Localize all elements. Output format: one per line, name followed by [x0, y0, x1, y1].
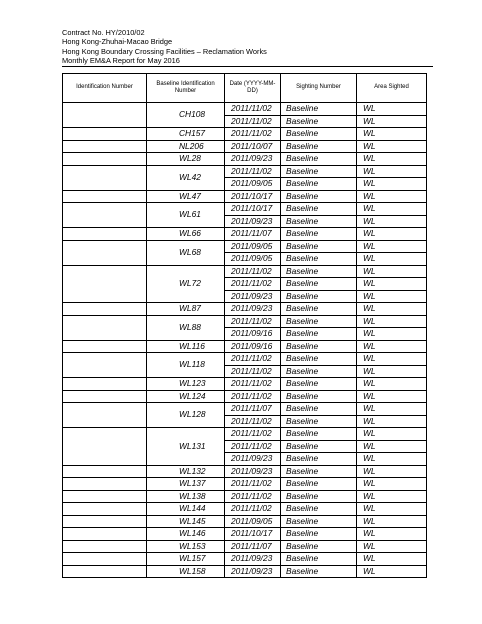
column-header: Date (YYYY-MM-DD) [225, 74, 281, 103]
date-cell: 2011/09/23 [225, 465, 281, 478]
identification-number-cell [63, 378, 147, 391]
sighting-number-cell: Baseline [281, 228, 357, 241]
area-sighted-cell: WL [357, 228, 427, 241]
date-cell: 2011/11/07 [225, 540, 281, 553]
area-sighted-cell: WL [357, 153, 427, 166]
table-row [63, 428, 427, 441]
identification-number-cell [63, 540, 147, 553]
identification-number-cell [63, 515, 147, 528]
area-sighted-cell: WL [357, 190, 427, 203]
sighting-number-cell: Baseline [281, 465, 357, 478]
sighting-number-cell: Baseline [281, 403, 357, 416]
baseline-id-cell: WL68 [147, 240, 225, 265]
date-cell: 2011/11/02 [225, 428, 281, 441]
baseline-id-cell: WL124 [147, 390, 225, 403]
table-row [63, 478, 427, 491]
sighting-number-cell: Baseline [281, 278, 357, 291]
area-sighted-cell: WL [357, 478, 427, 491]
sighting-number-cell: Baseline [281, 378, 357, 391]
baseline-id-cell: WL144 [147, 503, 225, 516]
sighting-number-cell: Baseline [281, 390, 357, 403]
date-cell: 2011/09/23 [225, 303, 281, 316]
sighting-number-cell: Baseline [281, 365, 357, 378]
sighting-number-cell: Baseline [281, 428, 357, 441]
identification-number-cell [63, 503, 147, 516]
identification-number-cell [63, 103, 147, 128]
sighting-number-cell: Baseline [281, 478, 357, 491]
identification-number-cell [63, 340, 147, 353]
date-cell: 2011/11/02 [225, 378, 281, 391]
date-cell: 2011/11/02 [225, 415, 281, 428]
identification-number-cell [63, 165, 147, 190]
table-row [63, 153, 427, 166]
baseline-id-cell: WL153 [147, 540, 225, 553]
table-row [63, 390, 427, 403]
sighting-number-cell: Baseline [281, 328, 357, 341]
date-cell: 2011/09/05 [225, 253, 281, 266]
table-row [63, 165, 427, 178]
identification-number-cell [63, 478, 147, 491]
area-sighted-cell: WL [357, 303, 427, 316]
works-title: Hong Kong Boundary Crossing Facilities – Reclamation Works [62, 46, 267, 56]
baseline-id-cell: WL66 [147, 228, 225, 241]
report-header [62, 28, 267, 66]
area-sighted-cell: WL [357, 403, 427, 416]
identification-number-cell [63, 490, 147, 503]
area-sighted-cell: WL [357, 278, 427, 291]
area-sighted-cell: WL [357, 553, 427, 566]
date-cell: 2011/10/07 [225, 140, 281, 153]
date-cell: 2011/10/17 [225, 528, 281, 541]
baseline-id-cell: WL131 [147, 428, 225, 466]
identification-number-cell [63, 353, 147, 378]
sighting-number-cell: Baseline [281, 265, 357, 278]
sighting-number-cell: Baseline [281, 440, 357, 453]
sighting-number-cell: Baseline [281, 315, 357, 328]
area-sighted-cell: WL [357, 253, 427, 266]
date-cell: 2011/10/17 [225, 190, 281, 203]
date-cell: 2011/09/05 [225, 178, 281, 191]
date-cell: 2011/11/02 [225, 390, 281, 403]
sighting-number-cell: Baseline [281, 565, 357, 578]
area-sighted-cell: WL [357, 540, 427, 553]
date-cell: 2011/11/07 [225, 403, 281, 416]
baseline-id-cell: WL137 [147, 478, 225, 491]
baseline-id-cell: WL116 [147, 340, 225, 353]
date-cell: 2011/11/02 [225, 165, 281, 178]
baseline-id-cell: WL87 [147, 303, 225, 316]
baseline-id-cell: WL132 [147, 465, 225, 478]
date-cell: 2011/11/02 [225, 103, 281, 116]
identification-number-cell [63, 428, 147, 466]
identification-number-cell [63, 228, 147, 241]
area-sighted-cell: WL [357, 528, 427, 541]
baseline-id-cell: WL72 [147, 265, 225, 303]
table-row [63, 340, 427, 353]
area-sighted-cell: WL [357, 503, 427, 516]
area-sighted-cell: WL [357, 353, 427, 366]
area-sighted-cell: WL [357, 490, 427, 503]
sighting-number-cell: Baseline [281, 215, 357, 228]
column-header: Area Sighted [357, 74, 427, 103]
sightings-table [62, 73, 427, 578]
area-sighted-cell: WL [357, 265, 427, 278]
date-cell: 2011/09/23 [225, 215, 281, 228]
date-cell: 2011/09/23 [225, 553, 281, 566]
baseline-id-cell: WL42 [147, 165, 225, 190]
area-sighted-cell: WL [357, 453, 427, 466]
baseline-id-cell: WL123 [147, 378, 225, 391]
table-row [63, 303, 427, 316]
date-cell: 2011/11/07 [225, 228, 281, 241]
date-cell: 2011/11/02 [225, 353, 281, 366]
sighting-number-cell: Baseline [281, 178, 357, 191]
table-row [63, 315, 427, 328]
sighting-number-cell: Baseline [281, 503, 357, 516]
baseline-id-cell: WL145 [147, 515, 225, 528]
identification-number-cell [63, 403, 147, 428]
identification-number-cell [63, 203, 147, 228]
date-cell: 2011/09/23 [225, 453, 281, 466]
area-sighted-cell: WL [357, 328, 427, 341]
date-cell: 2011/09/23 [225, 290, 281, 303]
date-cell: 2011/11/02 [225, 365, 281, 378]
sighting-number-cell: Baseline [281, 190, 357, 203]
identification-number-cell [63, 390, 147, 403]
date-cell: 2011/11/02 [225, 315, 281, 328]
sighting-number-cell: Baseline [281, 165, 357, 178]
sighting-number-cell: Baseline [281, 253, 357, 266]
table-row [63, 203, 427, 216]
sighting-number-cell: Baseline [281, 290, 357, 303]
table-row [63, 128, 427, 141]
area-sighted-cell: WL [357, 178, 427, 191]
area-sighted-cell: WL [357, 415, 427, 428]
baseline-id-cell: WL138 [147, 490, 225, 503]
table-row [63, 103, 427, 116]
table-row [63, 553, 427, 566]
date-cell: 2011/11/02 [225, 128, 281, 141]
table-row [63, 403, 427, 416]
sighting-number-cell: Baseline [281, 490, 357, 503]
area-sighted-cell: WL [357, 365, 427, 378]
baseline-id-cell: WL118 [147, 353, 225, 378]
sighting-number-cell: Baseline [281, 515, 357, 528]
sighting-number-cell: Baseline [281, 103, 357, 116]
date-cell: 2011/09/23 [225, 153, 281, 166]
table-row [63, 265, 427, 278]
project-name: Hong Kong-Zhuhai-Macao Bridge [62, 37, 173, 47]
table-row [63, 490, 427, 503]
contract-number: Contract No. HY/2010/02 [62, 28, 145, 37]
area-sighted-cell: WL [357, 240, 427, 253]
sighting-number-cell: Baseline [281, 240, 357, 253]
date-cell: 2011/09/05 [225, 515, 281, 528]
column-header: Identification Number [63, 74, 147, 103]
table-header-row [63, 74, 427, 103]
area-sighted-cell: WL [357, 315, 427, 328]
table-row [63, 228, 427, 241]
area-sighted-cell: WL [357, 340, 427, 353]
identification-number-cell [63, 553, 147, 566]
baseline-id-cell: CH157 [147, 128, 225, 141]
identification-number-cell [63, 240, 147, 265]
sighting-number-cell: Baseline [281, 540, 357, 553]
baseline-id-cell: WL157 [147, 553, 225, 566]
table-row [63, 528, 427, 541]
date-cell: 2011/11/02 [225, 478, 281, 491]
identification-number-cell [63, 140, 147, 153]
area-sighted-cell: WL [357, 140, 427, 153]
date-cell: 2011/11/02 [225, 278, 281, 291]
area-sighted-cell: WL [357, 465, 427, 478]
date-cell: 2011/11/02 [225, 265, 281, 278]
identification-number-cell [63, 315, 147, 340]
table-row [63, 140, 427, 153]
area-sighted-cell: WL [357, 515, 427, 528]
date-cell: 2011/09/16 [225, 340, 281, 353]
sighting-number-cell: Baseline [281, 453, 357, 466]
area-sighted-cell: WL [357, 428, 427, 441]
area-sighted-cell: WL [357, 215, 427, 228]
area-sighted-cell: WL [357, 390, 427, 403]
sighting-number-cell: Baseline [281, 140, 357, 153]
sighting-number-cell: Baseline [281, 553, 357, 566]
identification-number-cell [63, 565, 147, 578]
identification-number-cell [63, 190, 147, 203]
identification-number-cell [63, 153, 147, 166]
date-cell: 2011/11/02 [225, 440, 281, 453]
date-cell: 2011/11/02 [225, 503, 281, 516]
sighting-number-cell: Baseline [281, 528, 357, 541]
sighting-number-cell: Baseline [281, 303, 357, 316]
date-cell: 2011/09/05 [225, 240, 281, 253]
sighting-number-cell: Baseline [281, 203, 357, 216]
sighting-number-cell: Baseline [281, 340, 357, 353]
baseline-id-cell: WL88 [147, 315, 225, 340]
baseline-id-cell: WL47 [147, 190, 225, 203]
area-sighted-cell: WL [357, 565, 427, 578]
area-sighted-cell: WL [357, 165, 427, 178]
table-row [63, 465, 427, 478]
table-row [63, 353, 427, 366]
baseline-id-cell: WL61 [147, 203, 225, 228]
baseline-id-cell: NL206 [147, 140, 225, 153]
identification-number-cell [63, 528, 147, 541]
identification-number-cell [63, 303, 147, 316]
sighting-number-cell: Baseline [281, 128, 357, 141]
table-row [63, 515, 427, 528]
area-sighted-cell: WL [357, 290, 427, 303]
baseline-id-cell: CH108 [147, 103, 225, 128]
column-header: Sighting Number [281, 74, 357, 103]
identification-number-cell [63, 465, 147, 478]
baseline-id-cell: WL28 [147, 153, 225, 166]
date-cell: 2011/09/23 [225, 565, 281, 578]
table-row [63, 190, 427, 203]
baseline-id-cell: WL128 [147, 403, 225, 428]
date-cell: 2011/11/02 [225, 490, 281, 503]
sighting-number-cell: Baseline [281, 415, 357, 428]
table-row [63, 240, 427, 253]
identification-number-cell [63, 128, 147, 141]
column-header: Baseline Identification Number [147, 74, 225, 103]
area-sighted-cell: WL [357, 103, 427, 116]
baseline-id-cell: WL158 [147, 565, 225, 578]
area-sighted-cell: WL [357, 128, 427, 141]
area-sighted-cell: WL [357, 378, 427, 391]
report-title: Monthly EM&A Report for May 2016 [62, 56, 180, 66]
area-sighted-cell: WL [357, 203, 427, 216]
baseline-id-cell: WL146 [147, 528, 225, 541]
date-cell: 2011/09/16 [225, 328, 281, 341]
table-row [63, 503, 427, 516]
table-row [63, 378, 427, 391]
area-sighted-cell: WL [357, 440, 427, 453]
date-cell: 2011/10/17 [225, 203, 281, 216]
sighting-number-cell: Baseline [281, 353, 357, 366]
area-sighted-cell: WL [357, 115, 427, 128]
table-row [63, 565, 427, 578]
table-body [63, 103, 427, 578]
date-cell: 2011/11/02 [225, 115, 281, 128]
table-row [63, 540, 427, 553]
sighting-number-cell: Baseline [281, 115, 357, 128]
sighting-number-cell: Baseline [281, 153, 357, 166]
header-rule [62, 66, 433, 67]
identification-number-cell [63, 265, 147, 303]
